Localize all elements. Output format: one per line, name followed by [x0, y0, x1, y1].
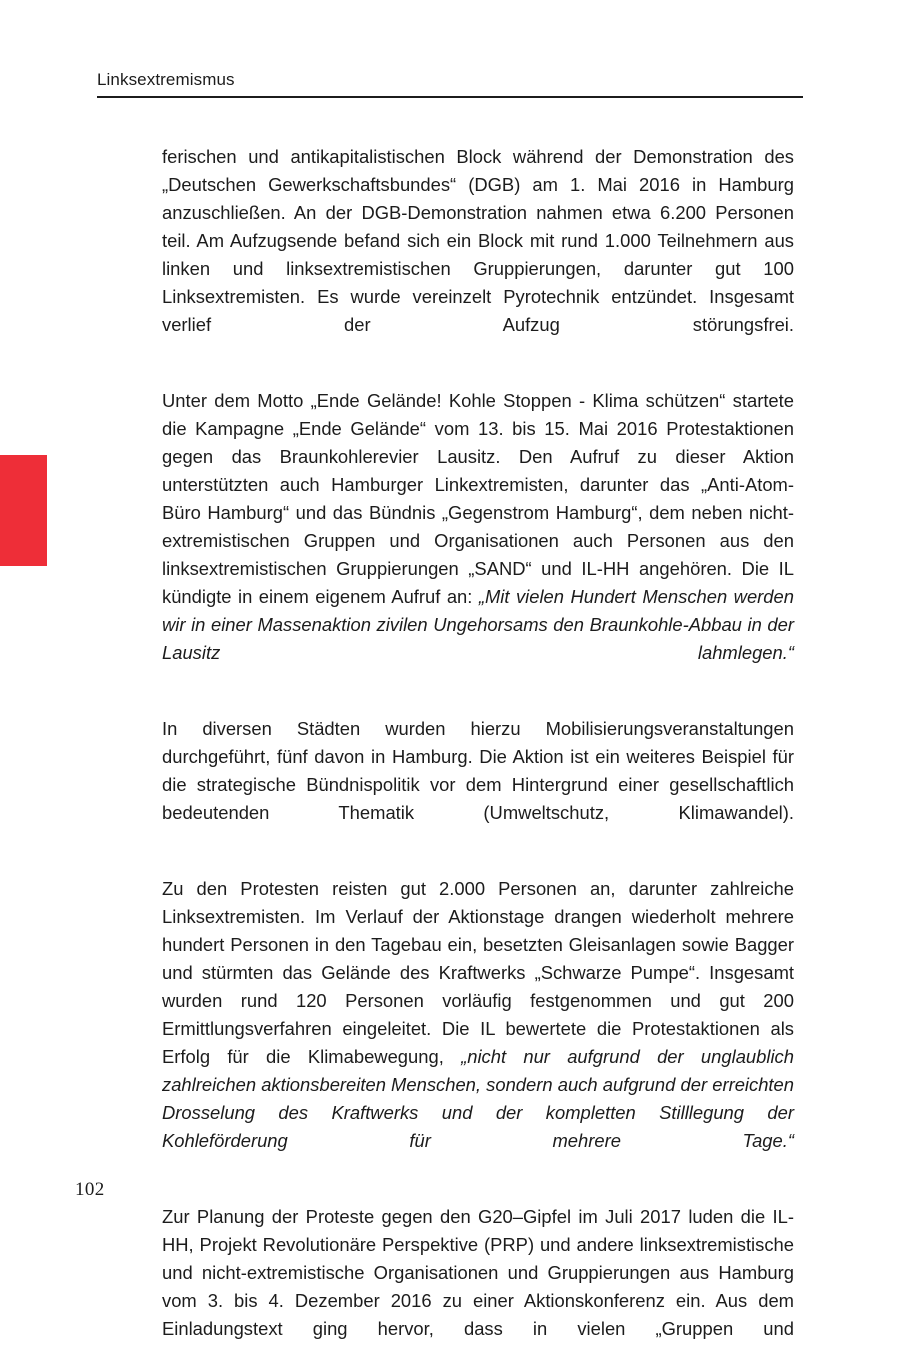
- body-text-column: [162, 143, 794, 1371]
- body-paragraph: [162, 1203, 794, 1371]
- text-run: ferischen und antikapitalistischen Block während der Demonstration des „Deutschen Gewerkschaftsbundes“ (DGB) am 1. Mai 2016 in Hamburg anzuschließen. An der DGB-Demonstration nahmen etwa 6.200 Personen teil. Am Aufzugsende befand sich ein Block mit rund 1.000 Teilnehmern aus linken und linksextremistischen Gruppierungen, darunter gut 100 Linksextremisten. Es wurde vereinzelt Pyrotechnik entzündet. Insgesamt verlief der Aufzug störungsfrei.: [162, 146, 794, 335]
- quoted-italic-run: „Mit vielen Hundert Menschen werden wir in einer Massenaktion zivilen Ungehorsams den Braunkohle-Abbau in der Lausitz lahmlegen.“: [162, 586, 794, 663]
- body-paragraph: [162, 387, 794, 695]
- running-header: [97, 68, 803, 92]
- text-run: Zur Planung der Proteste gegen den G20–Gipfel im Juli 2017 luden die IL-HH, Projekt Revolutionäre Perspektive (PRP) und andere linksextremistische und nicht-extremistische Organisationen und Gruppierungen aus Hamburg vom 3. bis 4. Dezember 2016 zu einer Aktionskonferenz ein. Aus dem Einladungstext ging hervor, dass in vielen „Gruppen und: [162, 1206, 794, 1339]
- text-run: Unter dem Motto „Ende Gelände! Kohle Stoppen - Klima schützen“ startete die Kampagne „Ende Gelände“ vom 13. bis 15. Mai 2016 Protestaktionen gegen das Braunkohlerevier Lausitz. Den Aufruf zu dieser Aktion unterstützten auch Hamburger Linkextremisten, darunter das „Anti-Atom-Büro Hamburg“ und das Bündnis „Gegenstrom Hamburg“, dem neben nicht-extremistischen Gruppen und Organisationen auch Personen aus den linksextremistischen Gruppierungen „SAND“ und IL-HH angehören. Die IL kündigte in einem eigenem Aufruf an:: [162, 390, 794, 607]
- text-run: Zu den Protesten reisten gut 2.000 Personen an, darunter zahlreiche Linksextremisten. Im Verlauf der Aktionstage drangen wiederholt mehrere hundert Personen in den Tagebau ein, besetzten Gleisanlagen sowie Bagger und stürmten das Gelände des Kraftwerks „Schwarze Pumpe“. Insgesamt wurden rund 120 Personen vorläufig festgenommen und gut 200 Ermittlungsverfahren eingeleitet. Die IL bewertete die Protestaktionen als Erfolg für die Klimabewegung,: [162, 878, 794, 1067]
- chapter-color-tab: [0, 455, 47, 566]
- body-paragraph: [162, 143, 794, 367]
- body-paragraph: [162, 875, 794, 1183]
- header-divider-rule: [97, 96, 803, 98]
- text-run: In diversen Städten wurden hierzu Mobilisierungsveranstaltungen durchgeführt, fünf davon in Hamburg. Die Aktion ist ein weiteres Beispiel für die strategische Bündnispolitik vor dem Hintergrund einer gesellschaftlich bedeutenden Thematik (Umweltschutz, Klimawandel).: [162, 718, 794, 823]
- quoted-italic-run: „nicht nur aufgrund der unglaublich zahlreichen aktionsbereiten Menschen, sondern auch aufgrund der erreichten Drosselung des Kraftwerks und der kompletten Stilllegung der Kohleförderung für mehrere Tage.“: [162, 1046, 794, 1151]
- page-number: 102: [75, 1179, 105, 1200]
- chapter-label: Linksextremismus: [97, 70, 235, 89]
- body-paragraph: [162, 715, 794, 855]
